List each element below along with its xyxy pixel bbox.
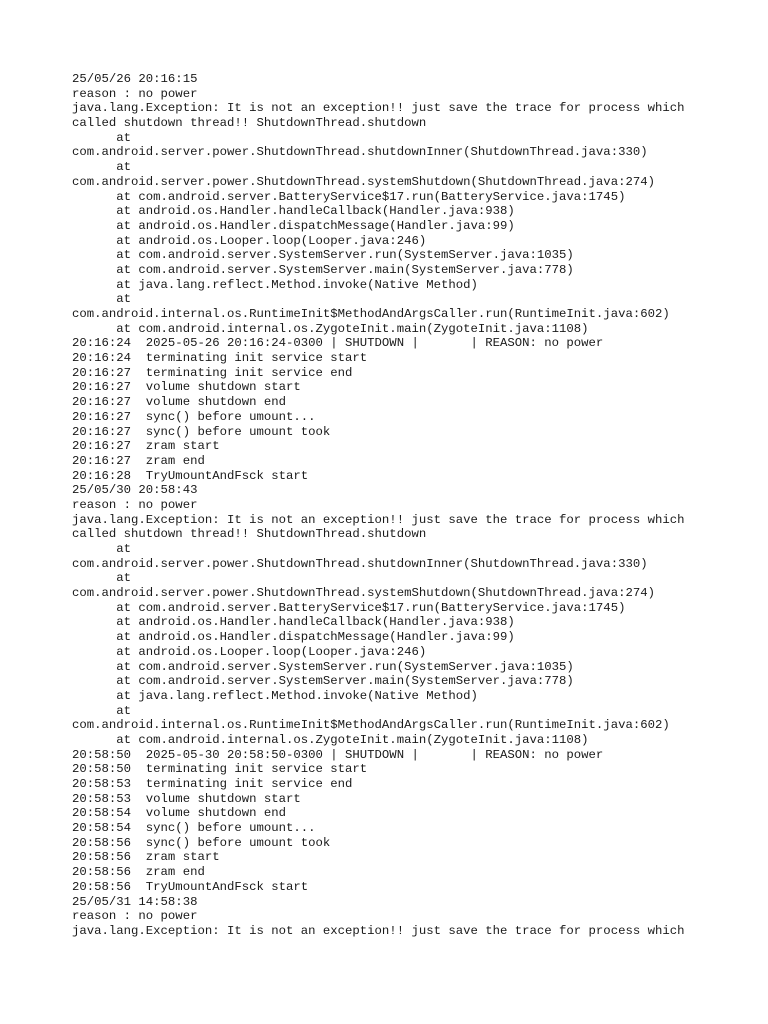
- log-line: 20:16:24 terminating init service start: [72, 351, 368, 366]
- log-line: java.lang.Exception: It is not an exception!! just save the trace for process which: [72, 101, 685, 116]
- log-line: com.android.server.power.ShutdownThread.shutdownInner(ShutdownThread.java:330): [72, 556, 648, 571]
- log-line: 25/05/30 20:58:43: [72, 483, 198, 498]
- log-line: at com.android.internal.os.ZygoteInit.main(ZygoteInit.java:1108): [72, 732, 589, 747]
- log-line: at java.lang.reflect.Method.invoke(Native Method): [72, 277, 478, 292]
- log-line: reason : no power: [72, 86, 198, 101]
- log-line: 20:58:56 zram start: [72, 850, 220, 865]
- log-line: java.lang.Exception: It is not an exception!! just save the trace for process which: [72, 512, 685, 527]
- log-line: 20:58:53 volume shutdown start: [72, 791, 301, 806]
- log-line: at: [72, 571, 132, 586]
- log-line: at android.os.Handler.handleCallback(Handler.java:938): [72, 615, 515, 630]
- log-line: at android.os.Handler.dispatchMessage(Handler.java:99): [72, 218, 515, 233]
- log-line: at: [72, 703, 132, 718]
- log-line: called shutdown thread!! ShutdownThread.shutdown: [72, 116, 427, 131]
- log-line: at com.android.server.SystemServer.main(SystemServer.java:778): [72, 262, 574, 277]
- log-line: at android.os.Looper.loop(Looper.java:246): [72, 233, 427, 248]
- log-line: at android.os.Handler.dispatchMessage(Handler.java:99): [72, 630, 515, 645]
- log-line: java.lang.Exception: It is not an exception!! just save the trace for process which: [72, 923, 685, 938]
- log-line: at: [72, 160, 132, 175]
- log-line: at: [72, 130, 132, 145]
- log-line: 20:58:56 sync() before umount took: [72, 835, 331, 850]
- log-line: 20:16:27 sync() before umount took: [72, 424, 331, 439]
- log-line: at com.android.internal.os.ZygoteInit.main(ZygoteInit.java:1108): [72, 321, 589, 336]
- log-line: at android.os.Handler.handleCallback(Handler.java:938): [72, 204, 515, 219]
- log-line: at android.os.Looper.loop(Looper.java:246): [72, 644, 427, 659]
- log-line: com.android.internal.os.RuntimeInit$MethodAndArgsCaller.run(RuntimeInit.java:602): [72, 307, 670, 321]
- log-line: com.android.server.power.ShutdownThread.systemShutdown(ShutdownThread.java:274): [72, 586, 655, 601]
- log-line: com.android.server.power.ShutdownThread.shutdownInner(ShutdownThread.java:330): [72, 145, 648, 160]
- log-line: 20:58:56 TryUmountAndFsck start: [72, 879, 309, 894]
- log-line: 20:58:54 volume shutdown end: [72, 806, 287, 821]
- log-line: 20:58:50 2025-05-30 20:58:50-0300 | SHUTDOWN | | REASON: no power: [72, 747, 604, 762]
- log-line: 20:58:54 sync() before umount...: [72, 821, 316, 836]
- log-line: called shutdown thread!! ShutdownThread.shutdown: [72, 527, 427, 542]
- log-line: 20:58:50 terminating init service start: [72, 762, 368, 777]
- log-line: 20:16:27 sync() before umount...: [72, 409, 316, 424]
- log-line: 20:16:24 2025-05-26 20:16:24-0300 | SHUTDOWN | | REASON: no power: [72, 336, 604, 351]
- log-line: at com.android.server.SystemServer.run(SystemServer.java:1035): [72, 659, 574, 674]
- log-line: at java.lang.reflect.Method.invoke(Native Method): [72, 688, 478, 703]
- log-line: 20:16:27 zram end: [72, 453, 205, 468]
- log-line: 25/05/31 14:58:38: [72, 894, 198, 909]
- log-line: 20:16:27 zram start: [72, 439, 220, 454]
- log-line: at com.android.server.SystemServer.main(SystemServer.java:778): [72, 674, 574, 689]
- log-line: at com.android.server.BatteryService$17.run(BatteryService.java:1745): [72, 189, 626, 204]
- log-line: 20:16:27 terminating init service end: [72, 365, 353, 380]
- log-line: at: [72, 292, 132, 307]
- log-line: com.android.server.power.ShutdownThread.systemShutdown(ShutdownThread.java:274): [72, 174, 655, 189]
- log-line: reason : no power: [72, 497, 198, 512]
- log-line: 20:58:56 zram end: [72, 865, 205, 880]
- log-line: 25/05/26 20:16:15: [72, 72, 198, 86]
- log-line: com.android.internal.os.RuntimeInit$MethodAndArgsCaller.run(RuntimeInit.java:602): [72, 718, 670, 733]
- log-line: 20:58:53 terminating init service end: [72, 777, 353, 791]
- log-line: 20:16:27 volume shutdown start: [72, 380, 301, 395]
- log-line: reason : no power: [72, 909, 198, 924]
- log-page: [72, 72, 752, 939]
- log-line: at com.android.server.BatteryService$17.run(BatteryService.java:1745): [72, 600, 626, 615]
- log-line: 20:16:28 TryUmountAndFsck start: [72, 468, 309, 483]
- log-line: at com.android.server.SystemServer.run(SystemServer.java:1035): [72, 248, 574, 263]
- log-line: 20:16:27 volume shutdown end: [72, 395, 287, 410]
- log-line: at: [72, 542, 132, 556]
